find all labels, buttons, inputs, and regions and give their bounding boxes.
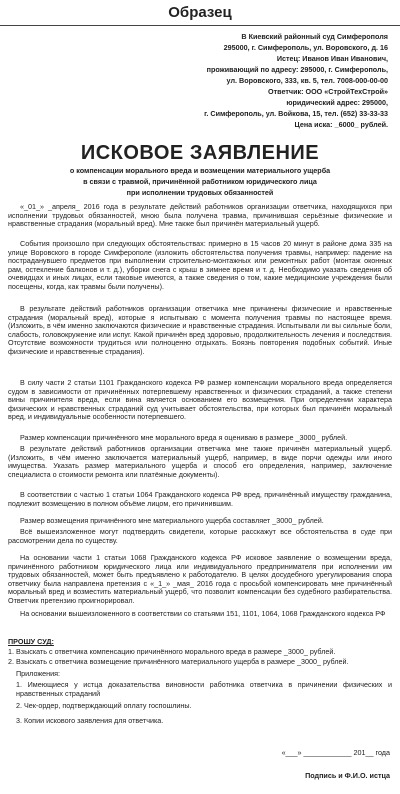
attachments-label: Приложения:: [16, 669, 61, 678]
date-line: «___» ____________ 201__ года: [281, 748, 390, 757]
request-item: 2. Взыскать с ответчика возмещение причинённого материального ущерба в размере _3000_ рублей.: [8, 657, 349, 666]
body-paragraph: В результате действий работников организации ответчика мне также причинён материальный ущерб. (Изложить, в чём именно заключается материальный ущерб, например, в виде порчи одежды или иного имущества. Указать размер материального ущерба и способ его определения, например, заключение специалиста о стоимости ремонта или платёжные документы).: [8, 444, 392, 479]
body-paragraph: На основании части 1 статьи 1068 Гражданского кодекса РФ исковое заявление о возмещении вреда, причинённого работником юридического лица или индивидуального предпринимателя при исполнении им трудовых обязанностей, может быть предъявлено к работодателю. В целях досудебного урегулирования спора ответчику была направлена претензия с «_1_» _мая_ 2016 года с просьбой компенсировать мне причинённый моральный вред и возместить материальный ущерб, что позволит компенсации без судебного разбирательства. Ответчик претензию проигнорировал.: [8, 553, 392, 605]
header-line: 295000, г. Симферополь, ул. Воровского, д. 16: [223, 43, 388, 52]
body-paragraph: В соответствии с частью 1 статьи 1064 Гражданского кодекса РФ вред, причинённый имуществу гражданина, подлежит возмещению в полном объёме лицом, его причинившим.: [8, 490, 392, 508]
subtitle-line: при исполнении трудовых обязанностей: [126, 188, 274, 197]
header-line: В Киевский районный суд Симферополя: [241, 32, 388, 41]
body-paragraph: Размер возмещения причинённого мне материального ущерба составляет _3000_ рублей.: [20, 516, 324, 525]
body-paragraph: На основании вышеизложенного в соответствии со статьями 151, 1101, 1064, 1068 Гражданского кодекса РФ: [20, 609, 386, 618]
prosim-label: ПРОШУ СУД:: [8, 637, 54, 646]
body-paragraph: В результате действий работников организации ответчика мне причинены физические и нравственные страдания (моральный вред), которые я испытываю с момента получения травмы по настоящее время. (Изложить, в чём именно заключаются физические и нравственные страдания. Испытывали ли вы сильные боли, слабость, головокружение или испуг. Какой причинён вред здоровью, продолжительность лечения и последствия. Отсутствие возможности трудиться или полноценно отдыхать. Боязнь повторения подобных событий. Иные физические и нравственные страдания).: [8, 304, 392, 356]
attachment-item: 1. Имеющиеся у истца доказательства виновности работника ответчика в причинении физических и нравственных страданий: [16, 680, 392, 698]
header-line: юридический адрес: 295000,: [286, 98, 388, 107]
signature-line: Подпись и Ф.И.О. истца: [305, 771, 390, 780]
header-line: ул. Воровского, 333, кв. 5, тел. 7008-000-00-00: [226, 76, 388, 85]
body-paragraph: События произошло при следующих обстоятельствах: примерно в 15 часов 20 минут в районе дома 335 на улице Воровского в городе Симферополе (изложить обстоятельства получения травмы, например: падение на постраданувшего предметов при выполнении строительно-монтажных или ремонтных работ (монтаж оконных рам, остекление балконов и т. д.), уборки снега с крыш в зимнее время и т. д. Необходимо указать сведения об очевидцах и иных лицах, если таковые имеются, а также сведения о том, какие медицинские учреждения были посещены, когда, как травмы были получены).: [8, 239, 392, 291]
body-paragraph: В силу части 2 статьи 1101 Гражданского кодекса РФ размер компенсации морального вреда определяется судом в зависимости от причинённых потерпевшему нравственных и физических страданий, а также степени вины причинителя вреда, если вина является основанием его возмещения. При определении характера физических и нравственных страданий суд учитывает обстоятельства, при которых был причинён моральный вред, и индивидуальные особенности потерпевшего.: [8, 378, 392, 422]
body-paragraph: Всё вышеизложенное могут подтвердить свидетели, которые расскажут все обстоятельства в суде при рассмотрении дела по существу.: [8, 527, 392, 545]
header-line: Истец: Иванов Иван Иванович,: [276, 54, 388, 63]
body-paragraph: Размер компенсации причинённого мне морального вреда я оцениваю в размере _3000_ рублей.: [20, 433, 348, 442]
document-title: ИСКОВОЕ ЗАЯВЛЕНИЕ: [80, 142, 320, 164]
attachment-item: 3. Копии искового заявления для ответчика.: [16, 716, 164, 725]
header-line: проживающий по адресу: 295000, г. Симферополь,: [206, 65, 388, 74]
sample-label: Образец: [168, 4, 232, 21]
request-item: 1. Взыскать с ответчика компенсацию причинённого морального вреда в размере _3000_ рублей.: [8, 647, 336, 656]
subtitle-line: о компенсации морального вреда и возмещении материального ущерба: [69, 166, 331, 175]
header-line: Ответчик: ООО «СтройТехСтрой»: [268, 87, 388, 96]
body-paragraph: «_01_» _апреля_ 2016 года в результате действий работников организации ответчика, находящихся при исполнении трудовых обязанностей, мною была получена травма, причинившая серьёзные физические и нравственные страдания (моральный вред). Мне также был причинён материальный ущерб.: [8, 202, 392, 229]
header-line: г. Симферополь, ул. Войкова, 15, тел. (652) 33-33-33: [204, 109, 388, 118]
title-rule: [0, 25, 400, 26]
header-line: Цена иска: _6000_ рублей.: [294, 120, 388, 129]
attachment-item: 2. Чек-ордер, подтверждающий оплату госпошлины.: [16, 701, 192, 710]
subtitle-line: в связи с травмой, причинённой работником юридического лица: [83, 177, 317, 186]
